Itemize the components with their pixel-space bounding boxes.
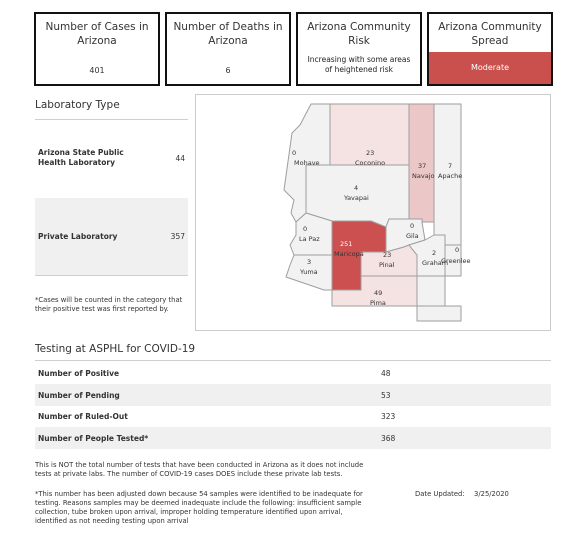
county-count-graham: 2 xyxy=(432,249,437,257)
lab-row-private xyxy=(35,198,188,275)
county-shape-santacruz[interactable] xyxy=(417,276,445,306)
footnote-line: testing. Reasons samples may be deemed inadequate include the following: insufficient sample xyxy=(35,499,362,507)
footnote-line: identified as not needing testing upon arrival xyxy=(35,517,189,525)
community-spread-value: Moderate xyxy=(429,52,551,84)
deaths-card-value: 6 xyxy=(225,66,231,75)
lab-row-count: 44 xyxy=(175,154,185,163)
county-name-yavapai: Yavapai xyxy=(344,194,369,202)
lab-row-name: Private Laboratory xyxy=(38,232,118,241)
testing-row-label: Number of Ruled-Out xyxy=(38,412,128,421)
community-spread-card xyxy=(427,12,553,86)
testing-row-value: 368 xyxy=(381,434,396,443)
testing-row-label: Number of Positive xyxy=(38,369,120,378)
county-count-pima: 49 xyxy=(374,289,383,297)
footnote-line: *This number has been adjusted down because 54 samples were identified to be inadequate for xyxy=(35,490,363,498)
county-name-yuma: Yuma xyxy=(300,268,318,276)
testing-row-value: 323 xyxy=(381,412,396,421)
county-count-mohave: 0 xyxy=(292,149,297,157)
date-updated-value: 3/25/2020 xyxy=(474,490,509,498)
county-count-lapaz: 0 xyxy=(303,225,308,233)
testing-row-label: Number of Pending xyxy=(38,391,120,400)
lab-row-name: Arizona State Public Health Laboratory xyxy=(38,148,124,167)
community-risk-card xyxy=(296,12,422,86)
testing-divider xyxy=(35,360,551,361)
county-name-coconino: Coconino xyxy=(355,159,386,167)
county-count-apache: 7 xyxy=(448,162,453,170)
lab-row-state xyxy=(35,120,188,198)
testing-row-label: Number of People Tested* xyxy=(38,434,149,443)
table-row xyxy=(35,362,551,384)
county-name-apache: Apache xyxy=(438,172,463,180)
lab-divider xyxy=(35,275,188,276)
county-name-pima: Pima xyxy=(370,299,386,307)
community-spread-title: Arizona Community Spread xyxy=(438,21,542,47)
county-name-navajo: Navajo xyxy=(412,172,435,180)
table-row xyxy=(35,405,551,427)
arizona-county-map xyxy=(195,94,551,331)
county-count-pinal: 23 xyxy=(383,251,392,259)
county-name-gila: Gila xyxy=(406,232,419,240)
footnote-line: collection, tube broken upon arrival, improper holding temperature identified upon arrival, xyxy=(35,508,343,516)
county-count-gila: 0 xyxy=(410,222,415,230)
cases-card-title: Number of Cases in Arizona xyxy=(45,21,149,47)
county-name-mohave: Mohave xyxy=(294,159,320,167)
county-name-greenlee: Greenlee xyxy=(441,257,471,265)
table-row xyxy=(35,384,551,406)
cases-card xyxy=(34,12,160,86)
lab-note: *Cases will be counted in the category that their positive test was first reported by. xyxy=(35,296,183,313)
county-name-lapaz: La Paz xyxy=(299,235,320,243)
county-count-yavapai: 4 xyxy=(354,184,359,192)
testing-row-value: 48 xyxy=(381,369,391,378)
footnote-line: tests at private labs. The number of COVID-19 cases DOES include these private lab tests. xyxy=(35,470,343,478)
county-name-maricopa: Maricopa xyxy=(334,250,364,258)
testing-heading: Testing at ASPHL for COVID-19 xyxy=(35,343,196,355)
county-count-greenlee: 0 xyxy=(455,246,460,254)
footnote-line: This is NOT the total number of tests that have been conducted in Arizona as it does not include xyxy=(35,461,364,469)
testing-row-value: 53 xyxy=(381,391,391,400)
date-updated-label: Date Updated: xyxy=(415,490,465,498)
county-count-yuma: 3 xyxy=(307,258,312,266)
county-shape-cochise[interactable] xyxy=(417,306,461,321)
county-count-coconino: 23 xyxy=(366,149,375,157)
cases-card-value: 401 xyxy=(89,66,105,75)
lab-row-count: 357 xyxy=(170,232,185,241)
county-name-graham: Graham xyxy=(422,259,449,267)
deaths-card xyxy=(165,12,291,86)
table-row xyxy=(35,427,551,449)
deaths-card-title: Number of Deaths in Arizona xyxy=(173,21,283,47)
county-count-navajo: 37 xyxy=(418,162,427,170)
county-count-maricopa: 251 xyxy=(340,240,353,248)
arizona-map-svg xyxy=(196,95,552,332)
community-risk-value: Increasing with some areas of heightened risk xyxy=(307,55,411,74)
county-name-pinal: Pinal xyxy=(379,261,395,269)
community-risk-title: Arizona Community Risk xyxy=(307,21,411,47)
lab-type-heading: Laboratory Type xyxy=(35,99,120,111)
